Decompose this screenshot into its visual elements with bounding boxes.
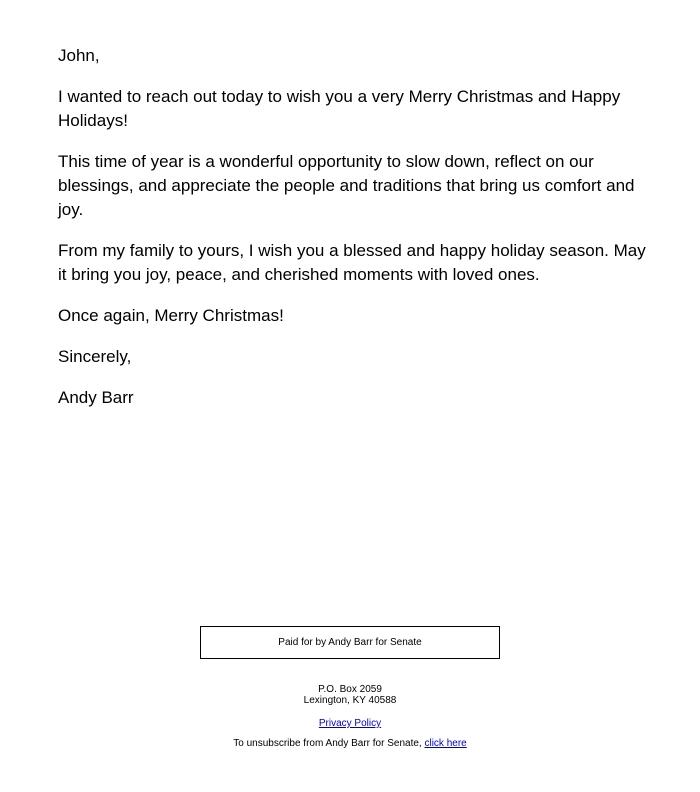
letter-paragraph: Once again, Merry Christmas! (58, 306, 284, 325)
letter-greeting: John, (58, 46, 100, 65)
letter-paragraph: From my family to yours, I wish you a blessed and happy holiday season. May it bring you joy, peace, and cherished moments with loved ones. (58, 241, 646, 284)
letter-signature: Andy Barr (58, 388, 134, 407)
letter-paragraph: I wanted to reach out today to wish you a very Merry Christmas and Happy Holidays! (58, 87, 621, 130)
address-line-1: P.O. Box 2059 (318, 684, 382, 695)
mailing-address (0, 684, 700, 706)
letter-body (58, 44, 648, 427)
privacy-row (0, 718, 700, 729)
unsubscribe-text: To unsubscribe from Andy Barr for Senate, (233, 738, 425, 749)
paid-for-disclaimer-box (200, 626, 500, 659)
letter-paragraph: This time of year is a wonderful opportunity to slow down, reflect on our blessings, and appreciate the people and traditions that bring us comfort and joy. (58, 152, 635, 219)
unsubscribe-link[interactable]: click here (424, 738, 467, 749)
paid-for-text: Paid for by Andy Barr for Senate (278, 637, 422, 648)
address-line-2: Lexington, KY 40588 (303, 695, 397, 706)
letter-closing: Sincerely, (58, 347, 132, 366)
privacy-policy-link[interactable]: Privacy Policy (318, 718, 382, 729)
unsubscribe-row (0, 738, 700, 749)
